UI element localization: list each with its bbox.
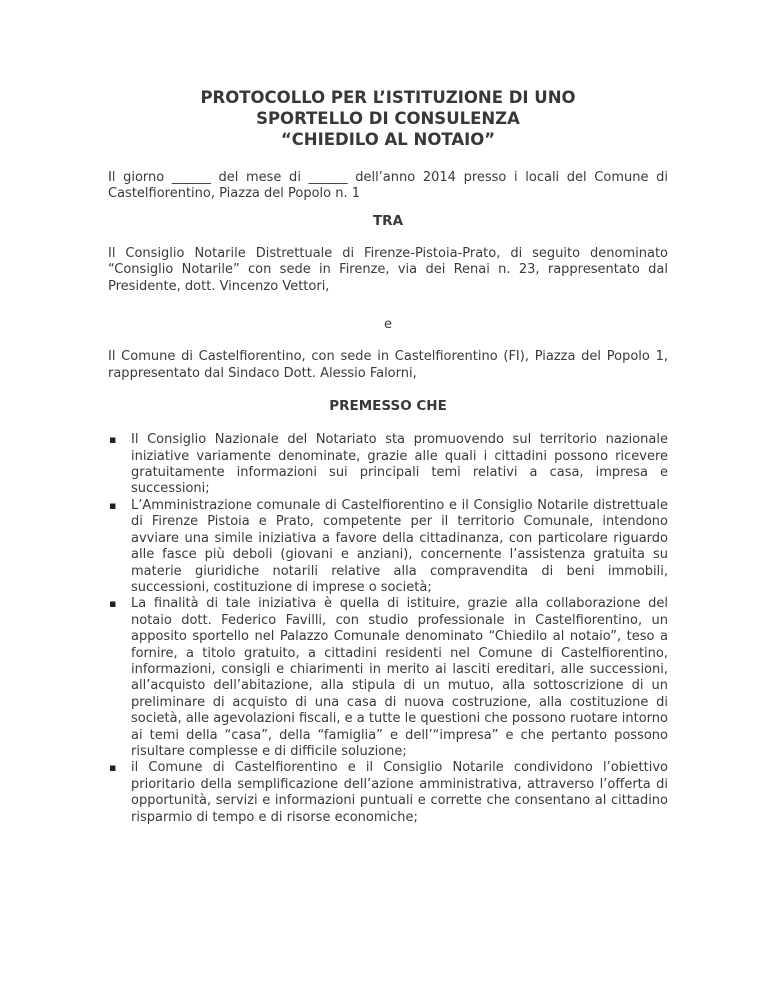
square-bullet-icon: ▪ (109, 761, 117, 775)
heading-premesso-che: PREMESSO CHE (329, 398, 447, 415)
party-1-paragraph: Il Consiglio Notarile Distrettuale di Firenze-Pistoia-Prato, di seguito denominato “Consiglio Notarile” con sede in Firenze, via dei Renai n. 23, rappresentato dal Presidente, dott. Vincenzo Vettori, (108, 245, 668, 294)
premise-item-2 (108, 498, 668, 596)
heading-tra: TRA (372, 212, 404, 229)
premise-text-3: La finalità di tale iniziativa è quella di istituire, grazie alla collaborazione del notaio dott. Federico Favilli, con studio professionale in Castelfiorentino, un apposito sportello nel Palazzo Comunale denominato “Chiedilo al notaio”, teso a fornire, a titolo gratuito, a cittadini residenti nel Comune di Castelfiorentino, informazioni, consigli e chiarimenti in merito ai lasciti ereditari, alle successioni, all’acquisto dell’abitazione, alla stipula di un mutuo, alla sottoscrizione di un preliminare di acquisto di una casa di nuova costruzione, alla costituzione di società, alle agevolazioni fiscali, e a tutte le questioni che possono ruotare intorno ai temi della “casa”, della “famiglia” e dell’“impresa” e che pertanto possono risultare complesse e di difficile soluzione; (131, 596, 668, 759)
document-title (108, 87, 668, 150)
premise-text-2: L’Amministrazione comunale di Castelfiorentino e il Consiglio Notarile distrettuale di Firenze Pistoia e Prato, competente per il territorio Comunale, intendono avviare una simile iniziativa a favore della cittadinanza, con particolare riguardo alle fasce più deboli (giovani e anziani), concernente l’assistenza gratuita su materie giuridiche notarili relative alla compravendita di beni immobili, successioni, costituzione di imprese o società; (131, 497, 668, 595)
premise-item-3 (108, 596, 668, 760)
title-line-3: “CHIEDILO AL NOTAIO” (280, 130, 496, 149)
square-bullet-icon: ▪ (109, 433, 117, 447)
intro-paragraph: Il giorno ______ del mese di ______ dell’anno 2014 presso i locali del Comune di Castelfiorentino, Piazza del Popolo n. 1 (108, 170, 668, 202)
title-line-1: PROTOCOLLO PER L’ISTITUZIONE DI UNO (200, 88, 576, 107)
premise-item-1 (108, 432, 668, 498)
premise-item-4 (108, 760, 668, 826)
premise-text-4: il Comune di Castelfiorentino e il Consiglio Notarile condividono l’obiettivo prioritario della semplificazione dell’azione amministrativa, attraverso l’offerta di opportunità, servizi e informazioni puntuali e corrette che consentano al cittadino risparmio di tempo e di risorse economiche; (131, 760, 668, 825)
square-bullet-icon: ▪ (109, 597, 117, 611)
party-2-paragraph: Il Comune di Castelfiorentino, con sede in Castelfiorentino (FI), Piazza del Popolo 1, rappresentato dal Sindaco Dott. Alessio Falorni, (108, 349, 668, 381)
title-line-2: SPORTELLO DI CONSULENZA (256, 109, 520, 128)
square-bullet-icon: ▪ (109, 498, 117, 512)
document-content (108, 87, 668, 826)
premise-text-1: Il Consiglio Nazionale del Notariato sta promuovendo sul territorio nazionale iniziative variamente denominate, grazie alle quali i cittadini possono ricevere gratuitamente informazioni sui principali temi relativi a casa, impresa e successioni; (131, 432, 668, 497)
conjunction-e: e (384, 317, 392, 333)
premise-list (108, 432, 668, 826)
